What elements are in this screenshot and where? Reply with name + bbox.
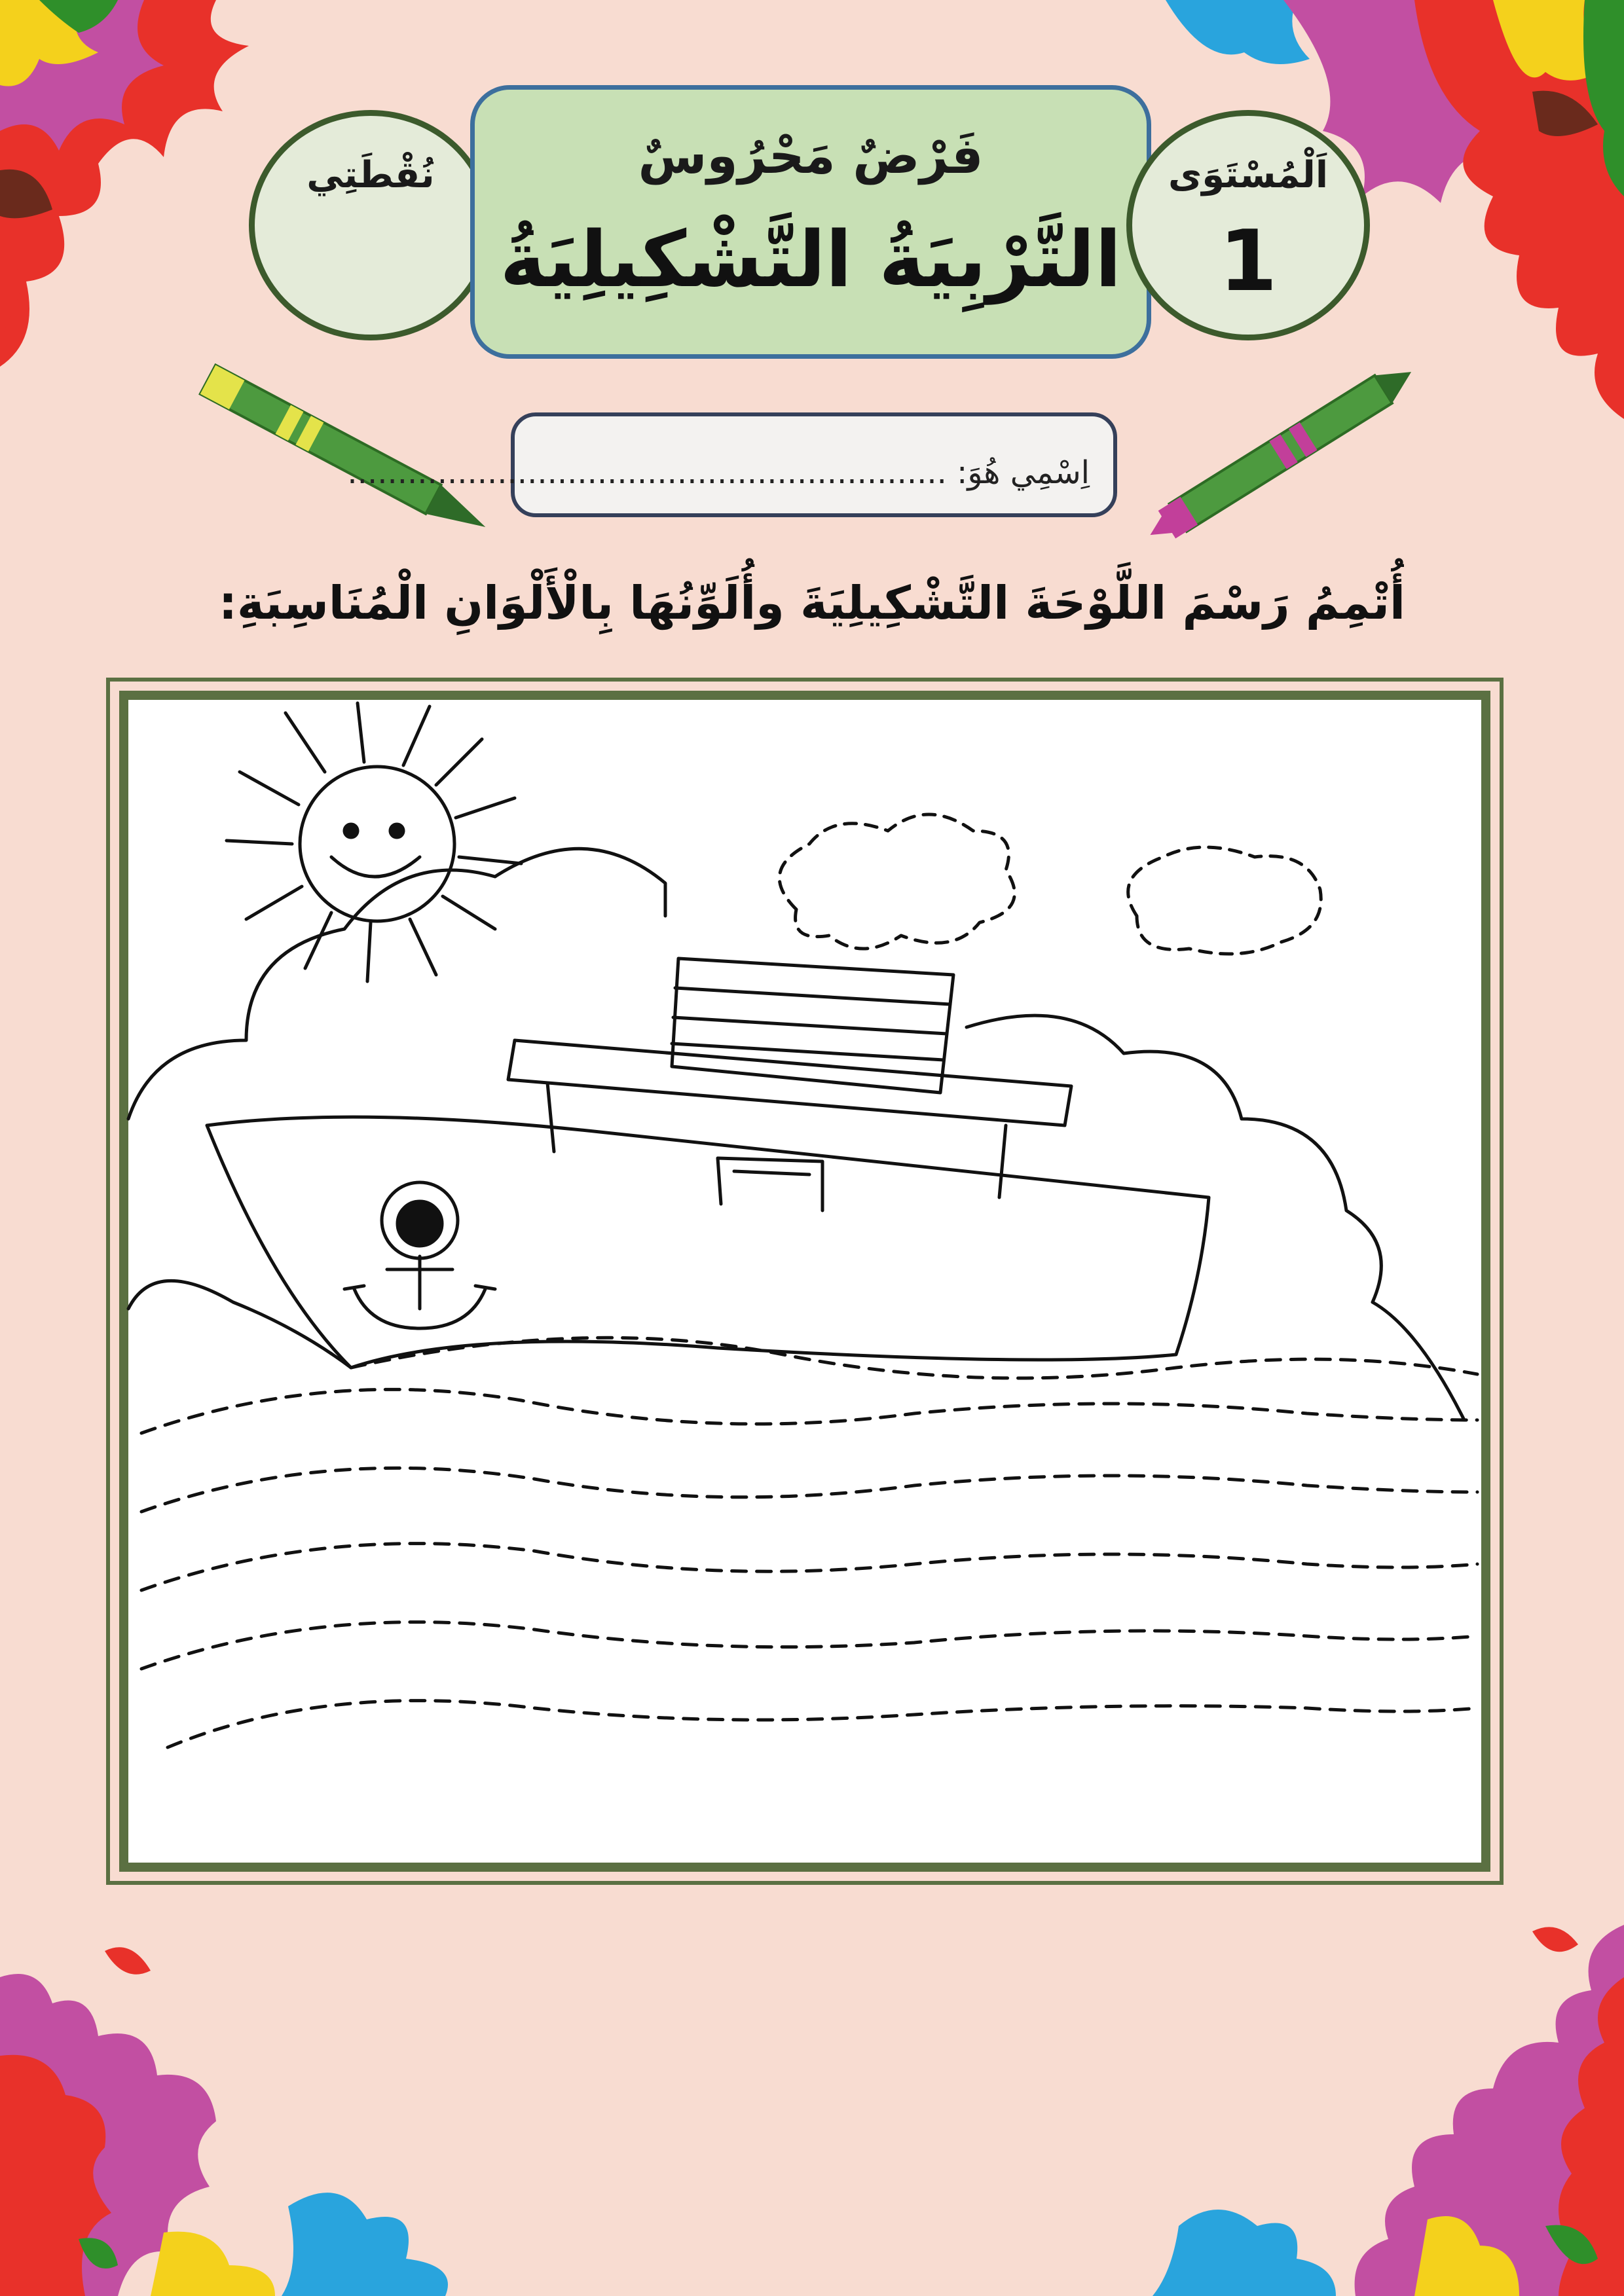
cloud-icon	[779, 814, 1014, 949]
level-label: اَلْمُسْتَوَى	[1168, 154, 1329, 196]
paint-splash-bottom-right	[1061, 1912, 1624, 2296]
subject-title: التَّرْبِيَةُ التَّشْكِيلِيَةُ	[500, 214, 1122, 304]
boat-icon	[207, 1117, 1209, 1368]
name-field[interactable]	[347, 412, 1117, 517]
title-box	[470, 85, 1151, 359]
exam-subtitle: فَرْضٌ مَحْرُوسٌ	[638, 126, 984, 185]
instruction-text: أُتْمِمُ رَسْمَ اللَّوْحَةَ التَّشْكِيلِيَةَ وأُلَوِّنُهَا بِالْأَلْوَانِ الْمُنَاسِبَةِ:	[219, 576, 1405, 630]
paint-splash-bottom-left	[0, 1925, 563, 2296]
name-field-label: اِسْمِي هُوَ: ............................................................	[347, 454, 1090, 491]
drawing-canvas[interactable]	[119, 691, 1490, 1872]
score-circle	[249, 110, 492, 340]
score-label: نُقْطَتِي	[306, 154, 435, 196]
anchor-icon	[344, 1182, 495, 1328]
level-value: 1	[1219, 213, 1278, 310]
drawing-frame	[106, 678, 1504, 1885]
paint-splash-top-left	[0, 0, 275, 419]
sun-icon	[227, 703, 521, 981]
crayon-right-icon	[1126, 347, 1441, 556]
wave-lines	[141, 1338, 1477, 1747]
crayon-left-icon	[177, 367, 511, 537]
level-circle	[1126, 110, 1370, 340]
cloud-icon	[1128, 847, 1321, 954]
